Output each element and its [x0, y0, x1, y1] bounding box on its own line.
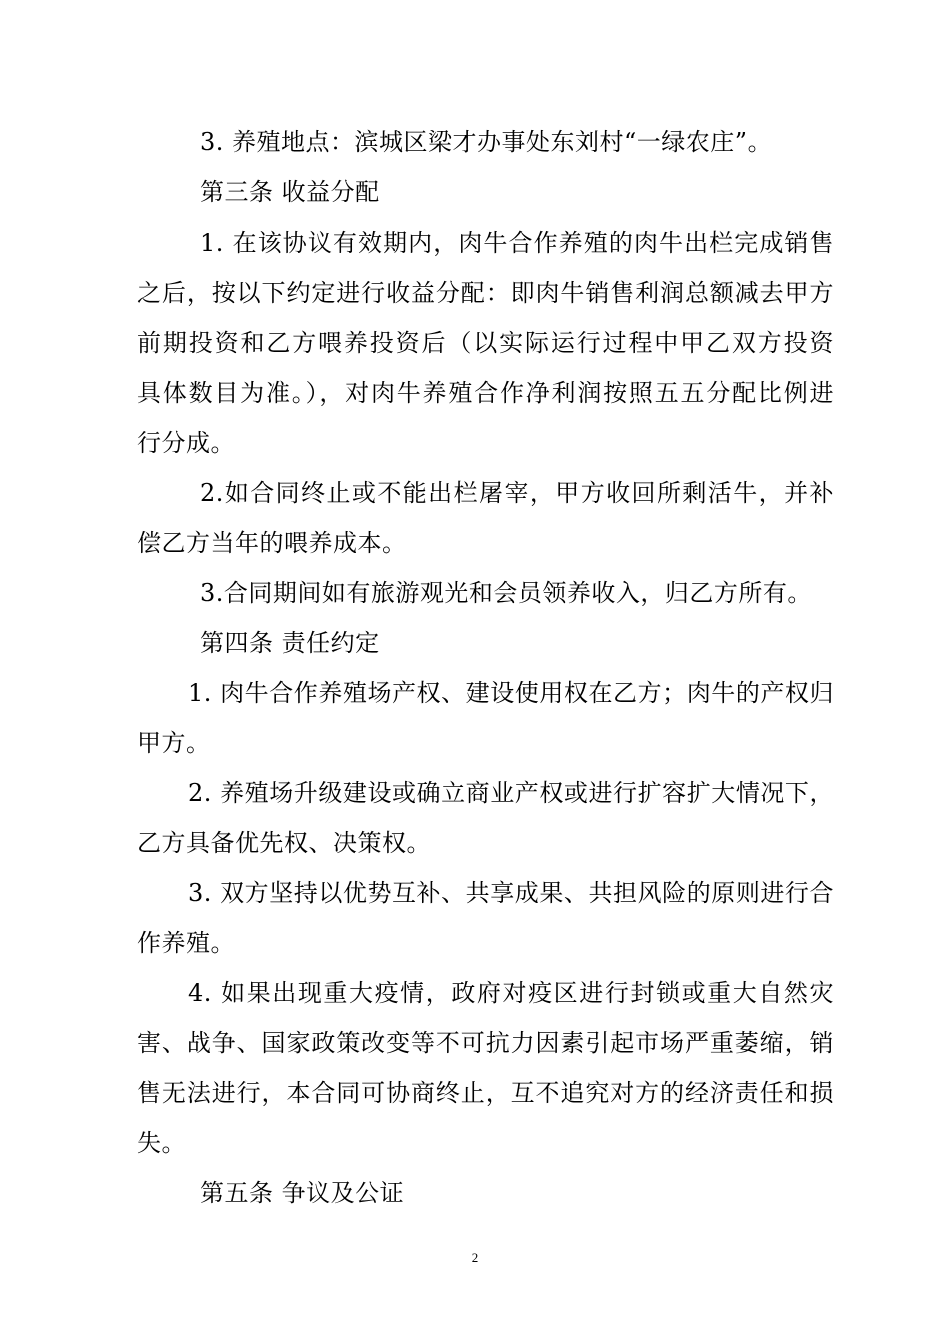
- paragraph-line: 3.合同期间如有旅游观光和会员领养收入，归乙方所有。: [200, 579, 812, 607]
- paragraph-line: 4. 如果出现重大疫情，政府对疫区进行封锁或重大自然灾: [188, 979, 834, 1007]
- paragraph-line: 2.如合同终止或不能出栏屠宰，甲方收回所剩活牛，并补: [200, 479, 834, 507]
- article-4-heading: 第四条 责任约定: [200, 629, 380, 657]
- paragraph-line: 之后，按以下约定进行收益分配：即肉牛销售利润总额减去甲方: [137, 279, 834, 307]
- paragraph-line: 乙方具备优先权、决策权。: [137, 829, 431, 857]
- paragraph-line: 害、战争、国家政策改变等不可抗力因素引起市场严重萎缩，销: [137, 1029, 834, 1057]
- article-3-heading: 第三条 收益分配: [200, 178, 380, 206]
- item-3-location: 3. 养殖地点：滨城区梁才办事处东刘村“一绿农庄”。: [200, 128, 773, 156]
- paragraph-line: 前期投资和乙方喂养投资后（以实际运行过程中甲乙双方投资: [137, 329, 834, 357]
- paragraph-line: 3. 双方坚持以优势互补、共享成果、共担风险的原则进行合: [188, 879, 834, 907]
- paragraph-line: 失。: [137, 1129, 186, 1157]
- paragraph-line: 行分成。: [137, 429, 235, 457]
- paragraph-line: 售无法进行，本合同可协商终止，互不追究对方的经济责任和损: [137, 1079, 834, 1107]
- paragraph-line: 具体数目为准。），对肉牛养殖合作净利润按照五五分配比例进: [137, 379, 834, 407]
- paragraph-line: 1. 肉牛合作养殖场产权、建设使用权在乙方；肉牛的产权归: [188, 679, 834, 707]
- page-number: 2: [471, 1250, 479, 1265]
- paragraph-line: 1. 在该协议有效期内，肉牛合作养殖的肉牛出栏完成销售: [200, 229, 834, 257]
- paragraph-line: 作养殖。: [137, 929, 235, 957]
- paragraph-line: 偿乙方当年的喂养成本。: [137, 529, 407, 557]
- paragraph-line: 2. 养殖场升级建设或确立商业产权或进行扩容扩大情况下，: [188, 779, 834, 807]
- paragraph-line: 甲方。: [137, 729, 211, 757]
- article-5-heading: 第五条 争议及公证: [200, 1179, 405, 1207]
